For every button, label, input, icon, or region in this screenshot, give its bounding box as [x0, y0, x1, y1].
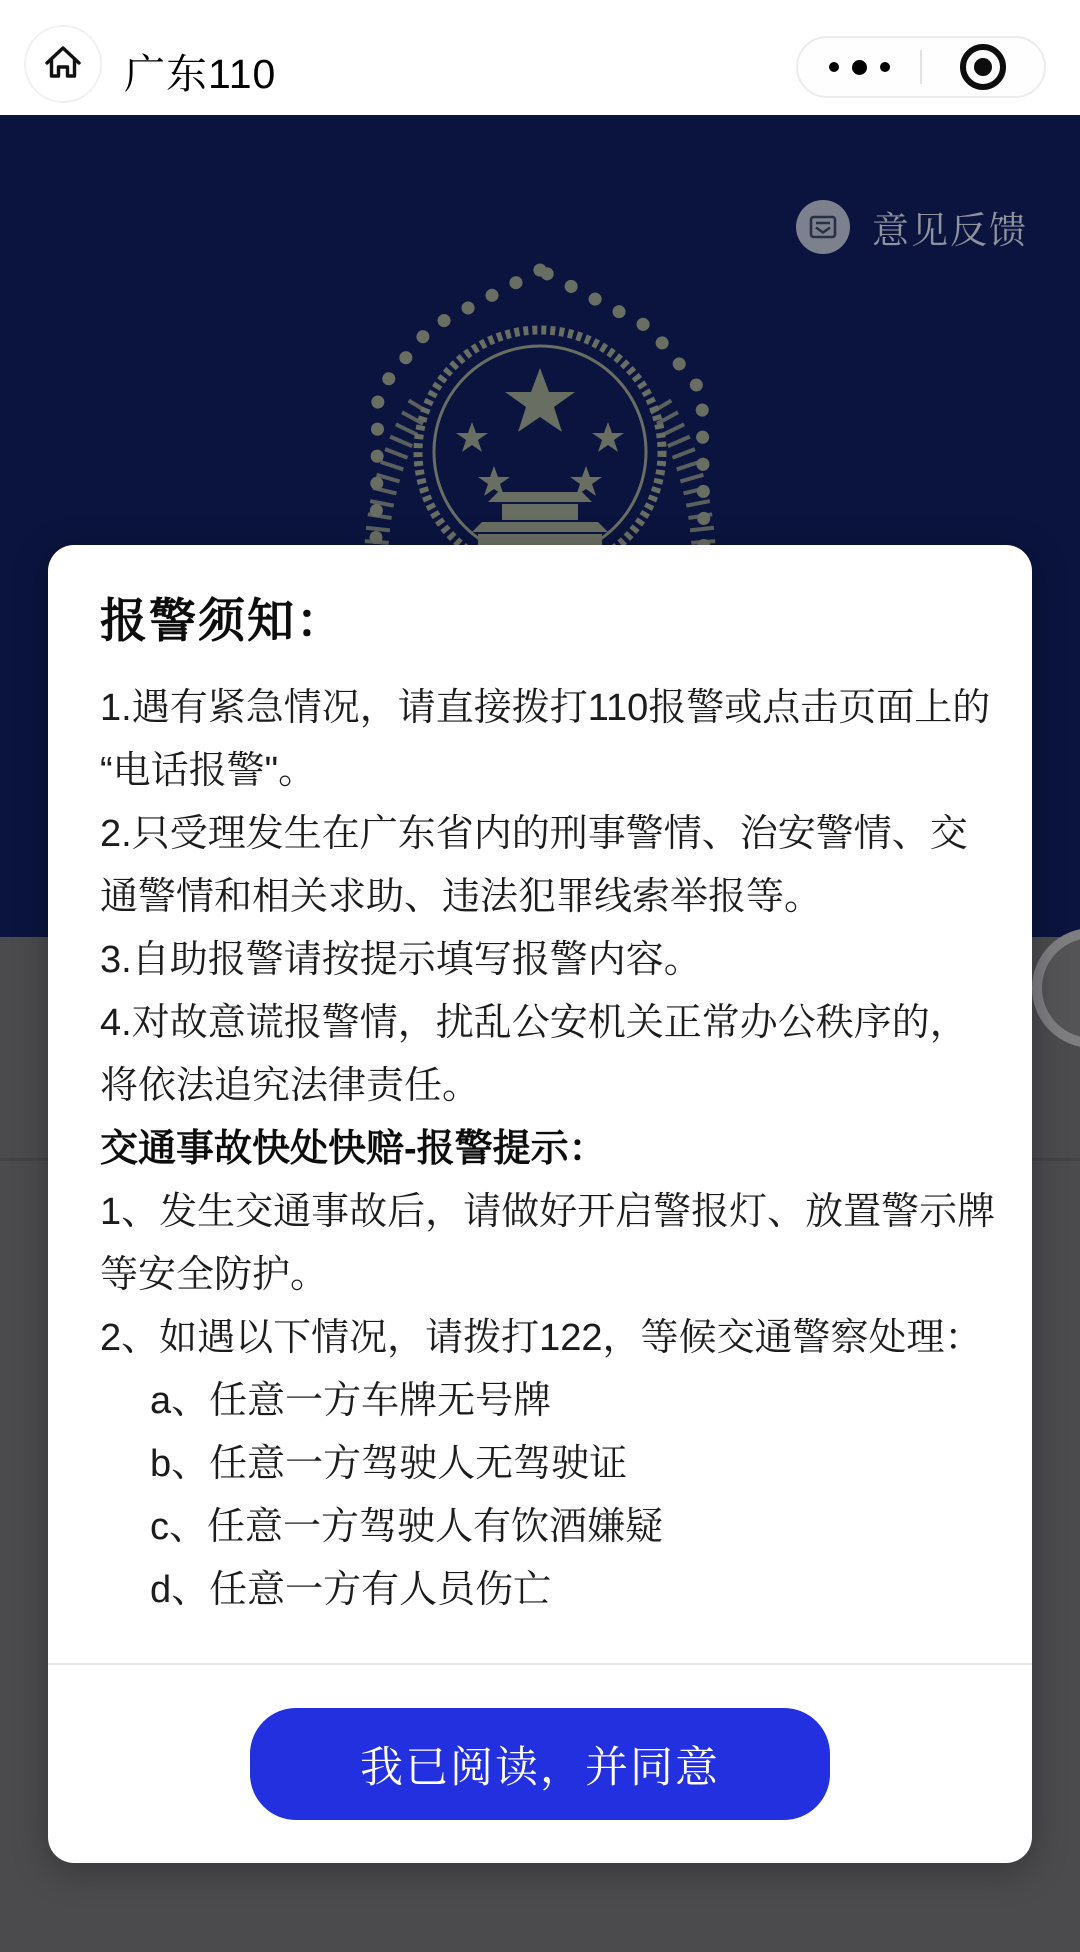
notice-rule: 2.只受理发生在广东省内的刑事警情、治安警情、交通警情和相关求助、违法犯罪线索举报等。 [100, 813, 968, 918]
home-button[interactable] [24, 25, 102, 103]
notice-modal [48, 545, 1032, 1863]
wechat-capsule [796, 36, 1046, 98]
agree-button[interactable]: 我已阅读，并同意 [250, 1708, 830, 1820]
feedback-label: 意见反馈 [872, 210, 1028, 251]
traffic-tip: 1、发生交通事故后，请做好开启警报灯、放置警示牌等安全防护。 [100, 1191, 996, 1296]
more-menu-button[interactable] [798, 38, 920, 96]
traffic-cases [100, 1370, 1005, 1622]
notice-rule: 4.对故意谎报警情，扰乱公安机关正常办公秩序的，将依法追究法律责任。 [100, 1002, 968, 1107]
notice-subtitle: 交通事故快处快赔-报警提示： [100, 1128, 607, 1170]
dimmed-floating-button [1032, 928, 1080, 1048]
traffic-case: b、任意一方驾驶人无驾驶证 [150, 1443, 628, 1485]
traffic-tip: 2、如遇以下情况，请拨打122，等候交通警察处理： [100, 1317, 983, 1359]
notice-content [100, 591, 1005, 1622]
feedback-envelope-icon [796, 200, 850, 254]
mini-program-header [0, 0, 1080, 115]
notice-rules [100, 677, 1005, 1118]
exit-button[interactable] [922, 38, 1044, 96]
traffic-case: d、任意一方有人员伤亡 [150, 1569, 552, 1611]
page-title: 广东110 [124, 51, 277, 97]
traffic-case: c、任意一方驾驶人有饮酒嫌疑 [150, 1506, 664, 1548]
more-dots-icon [829, 60, 890, 75]
home-icon [42, 41, 84, 88]
feedback-button[interactable] [796, 200, 1028, 254]
notice-rule: 3.自助报警请按提示填写报警内容。 [100, 939, 702, 981]
notice-title: 报警须知： [100, 594, 345, 647]
traffic-tips [100, 1181, 1005, 1370]
capsule-target-icon [960, 44, 1006, 90]
modal-footer [48, 1663, 1032, 1863]
traffic-case: a、任意一方车牌无号牌 [150, 1380, 552, 1422]
notice-rule: 1.遇有紧急情况，请直接拨打110报警或点击页面上的 “电话报警"。 [100, 687, 991, 792]
